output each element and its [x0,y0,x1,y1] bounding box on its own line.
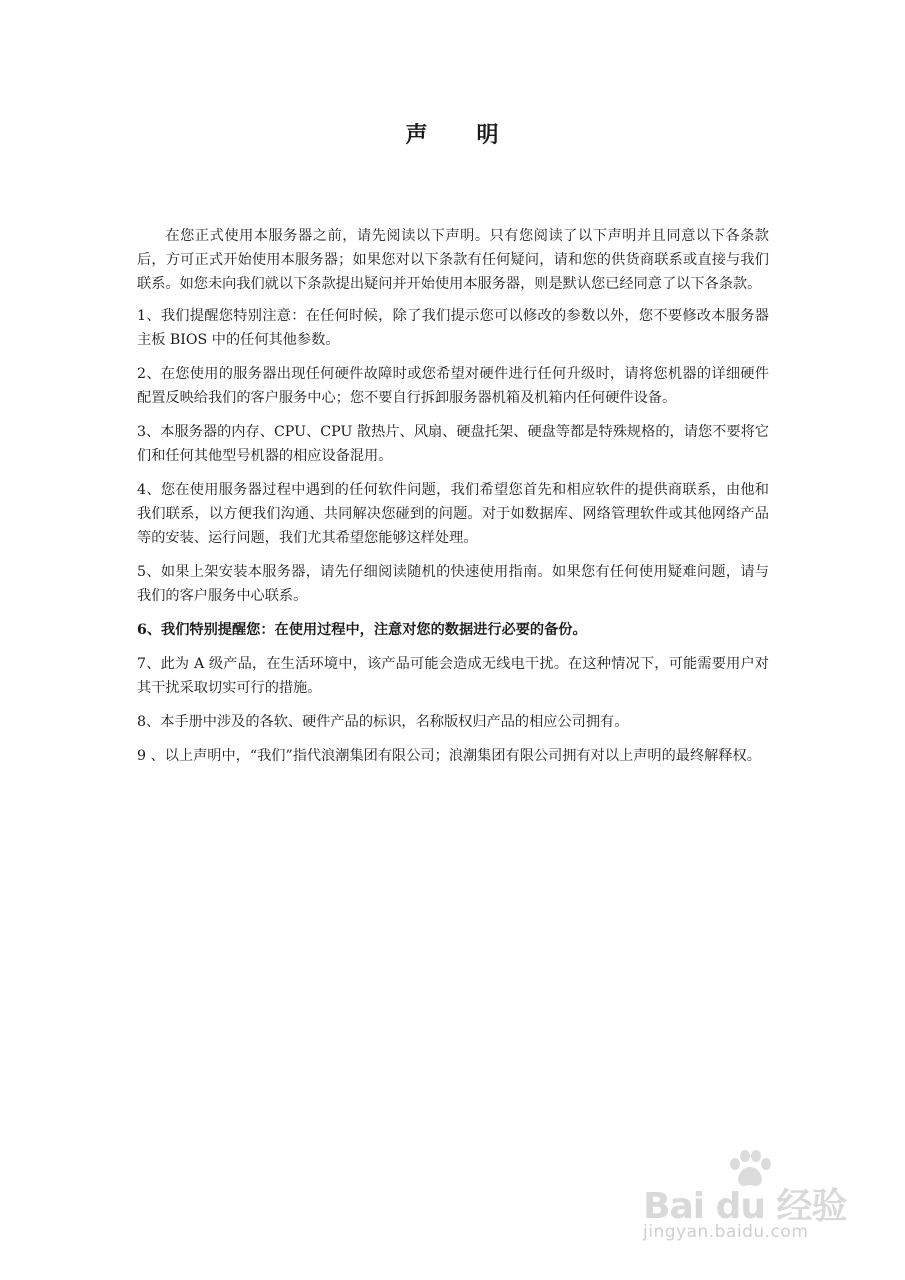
statement-item-6: 6、我们特别提醒您：在使用过程中，注意对您的数据进行必要的备份。 [137,622,587,638]
title-char-1: 声 [405,122,429,148]
statement-item-5: 5、如果上架安装本服务器，请先仔细阅读随机的快速使用指南。如果您有任何使用疑难问题，请与我们的客户服务中心联系。 [137,564,769,604]
watermark-url: jingyan.baidu.com [643,1222,809,1242]
statement-item-2: 2、在您使用的服务器出现任何硬件故障时或您希望对硬件进行任何升级时，请将您机器的详细硬件配置反映给我们的客户服务中心；您不要自行拆卸服务器机箱及机箱内任何硬件设备。 [137,366,769,406]
intro-paragraph: 在您正式使用本服务器之前，请先阅读以下声明。只有您阅读了以下声明并且同意以下各条款后，方可正式开始使用本服务器；如果您对以下条款有任何疑问，请和您的供货商联系或直接与我们联系。如您未向我们就以下条款提出疑问并开始使用本服务器，则是默认您已经同意了以下各条款。 [137,228,769,292]
statement-item-1: 1、我们提醒您特别注意：在任何时候，除了我们提示您可以修改的参数以外，您不要修改本服务器主板 BIOS 中的任何其他参数。 [137,308,769,348]
statement-body [137,224,769,778]
statement-item-3: 3、本服务器的内存、CPU、CPU 散热片、风扇、硬盘托架、硬盘等都是特殊规格的，请您不要将它们和任何其他型号机器的相应设备混用。 [137,424,769,464]
title-char-2: 明 [476,122,500,148]
watermark-brand: Bai du 经验 [643,1186,847,1227]
statement-item-4: 4、您在使用服务器过程中遇到的任何软件问题，我们希望您首先和相应软件的提供商联系，由他和我们联系，以方便我们沟通、共同解决您碰到的问题。对于如数据库、网络管理软件或其他网络产品等的安装、运行问题，我们尤其希望您能够这样处理。 [137,482,769,546]
page-title [0,118,905,149]
baidu-jingyan-watermark [635,1150,865,1245]
statement-item-8: 8、本手册中涉及的各软、硬件产品的标识，名称版权归产品的相应公司拥有。 [137,714,629,730]
statement-item-9: 9 、以上声明中，“我们”指代浪潮集团有限公司；浪潮集团有限公司拥有对以上声明的最终解释权。 [137,748,761,764]
statement-item-7: 7、此为 A 级产品，在生活环境中，该产品可能会造成无线电干扰。在这种情况下，可能需要用户对其干扰采取切实可行的措施。 [137,656,769,696]
